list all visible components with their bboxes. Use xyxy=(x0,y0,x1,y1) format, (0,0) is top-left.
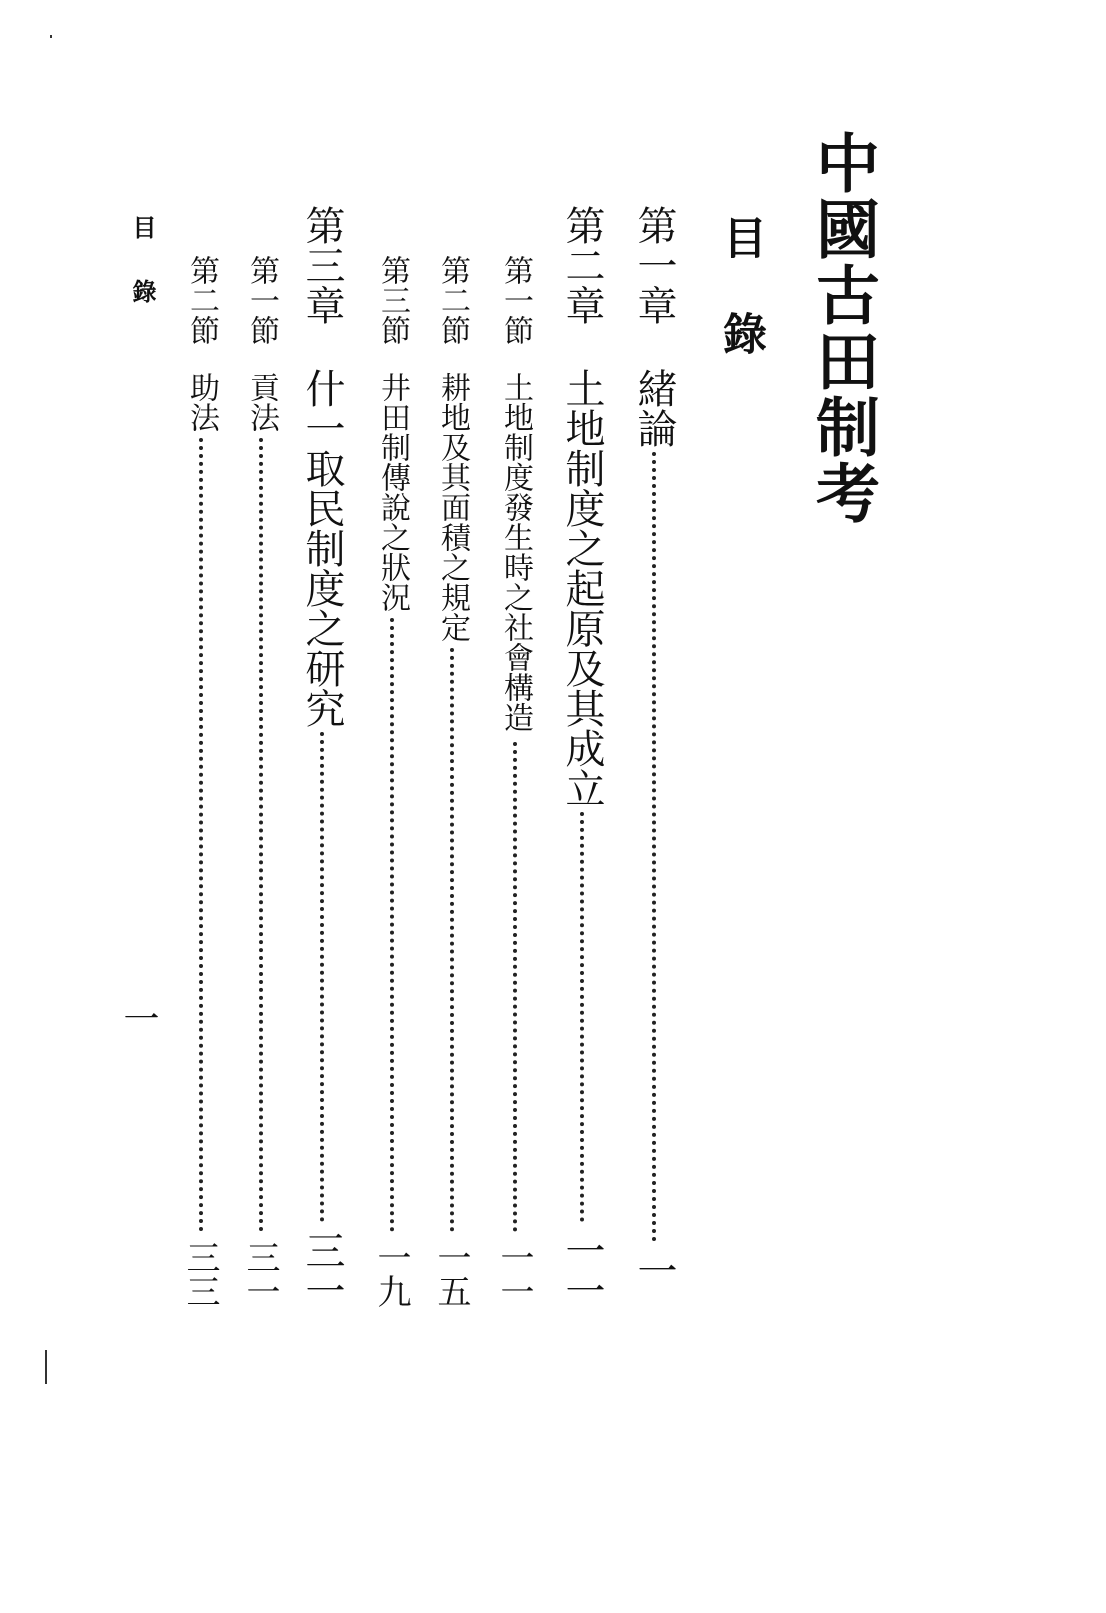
entry-title: 土地制度之起原及其成立 xyxy=(559,368,605,808)
entry-title: 緒論 xyxy=(631,368,677,448)
scan-artifact xyxy=(50,35,52,38)
entry-label: 第一章 xyxy=(631,205,677,325)
entry-label: 第二章 xyxy=(559,205,605,325)
book-title: 中國古田制考 xyxy=(805,130,880,526)
entry-label: 第二節 xyxy=(435,255,470,345)
leader-dots xyxy=(652,452,656,1242)
entry-page-number: 三一 xyxy=(240,1240,280,1308)
entry-title: 助法 xyxy=(184,372,219,432)
folio-page-number: 一 xyxy=(118,1000,159,1036)
entry-page-number: 一一 xyxy=(559,1230,605,1310)
entry-page-number: 一一 xyxy=(494,1240,534,1308)
leader-dots xyxy=(450,648,454,1232)
entry-page-number: 一九 xyxy=(371,1240,411,1308)
entry-label: 第二節 xyxy=(184,255,219,345)
leader-dots xyxy=(390,618,394,1232)
entry-page-number: 三一 xyxy=(299,1230,345,1310)
entry-label: 第三章 xyxy=(299,205,345,325)
entry-title: 土地制度發生時之社會構造 xyxy=(498,372,533,732)
entry-page-number: 一 xyxy=(631,1250,677,1290)
leader-dots xyxy=(199,438,203,1232)
leader-dots xyxy=(259,438,263,1232)
scan-artifact xyxy=(45,1350,47,1384)
entry-label: 第三節 xyxy=(375,255,410,345)
entry-page-number: 一五 xyxy=(431,1240,471,1308)
entry-label: 第一節 xyxy=(498,255,533,345)
leader-dots xyxy=(513,742,517,1232)
entry-title: 耕地及其面積之規定 xyxy=(435,372,470,642)
entry-label: 第一節 xyxy=(244,255,279,345)
leader-dots xyxy=(580,812,584,1222)
entry-title: 井田制傳說之狀況 xyxy=(375,372,410,612)
toc-heading: 目錄 xyxy=(715,215,766,407)
entry-title: 貢法 xyxy=(244,372,279,432)
running-head: 目錄 xyxy=(128,215,157,343)
entry-title: 什一取民制度之研究 xyxy=(299,368,345,728)
entry-page-number: 三三 xyxy=(180,1240,220,1308)
leader-dots xyxy=(320,732,324,1222)
